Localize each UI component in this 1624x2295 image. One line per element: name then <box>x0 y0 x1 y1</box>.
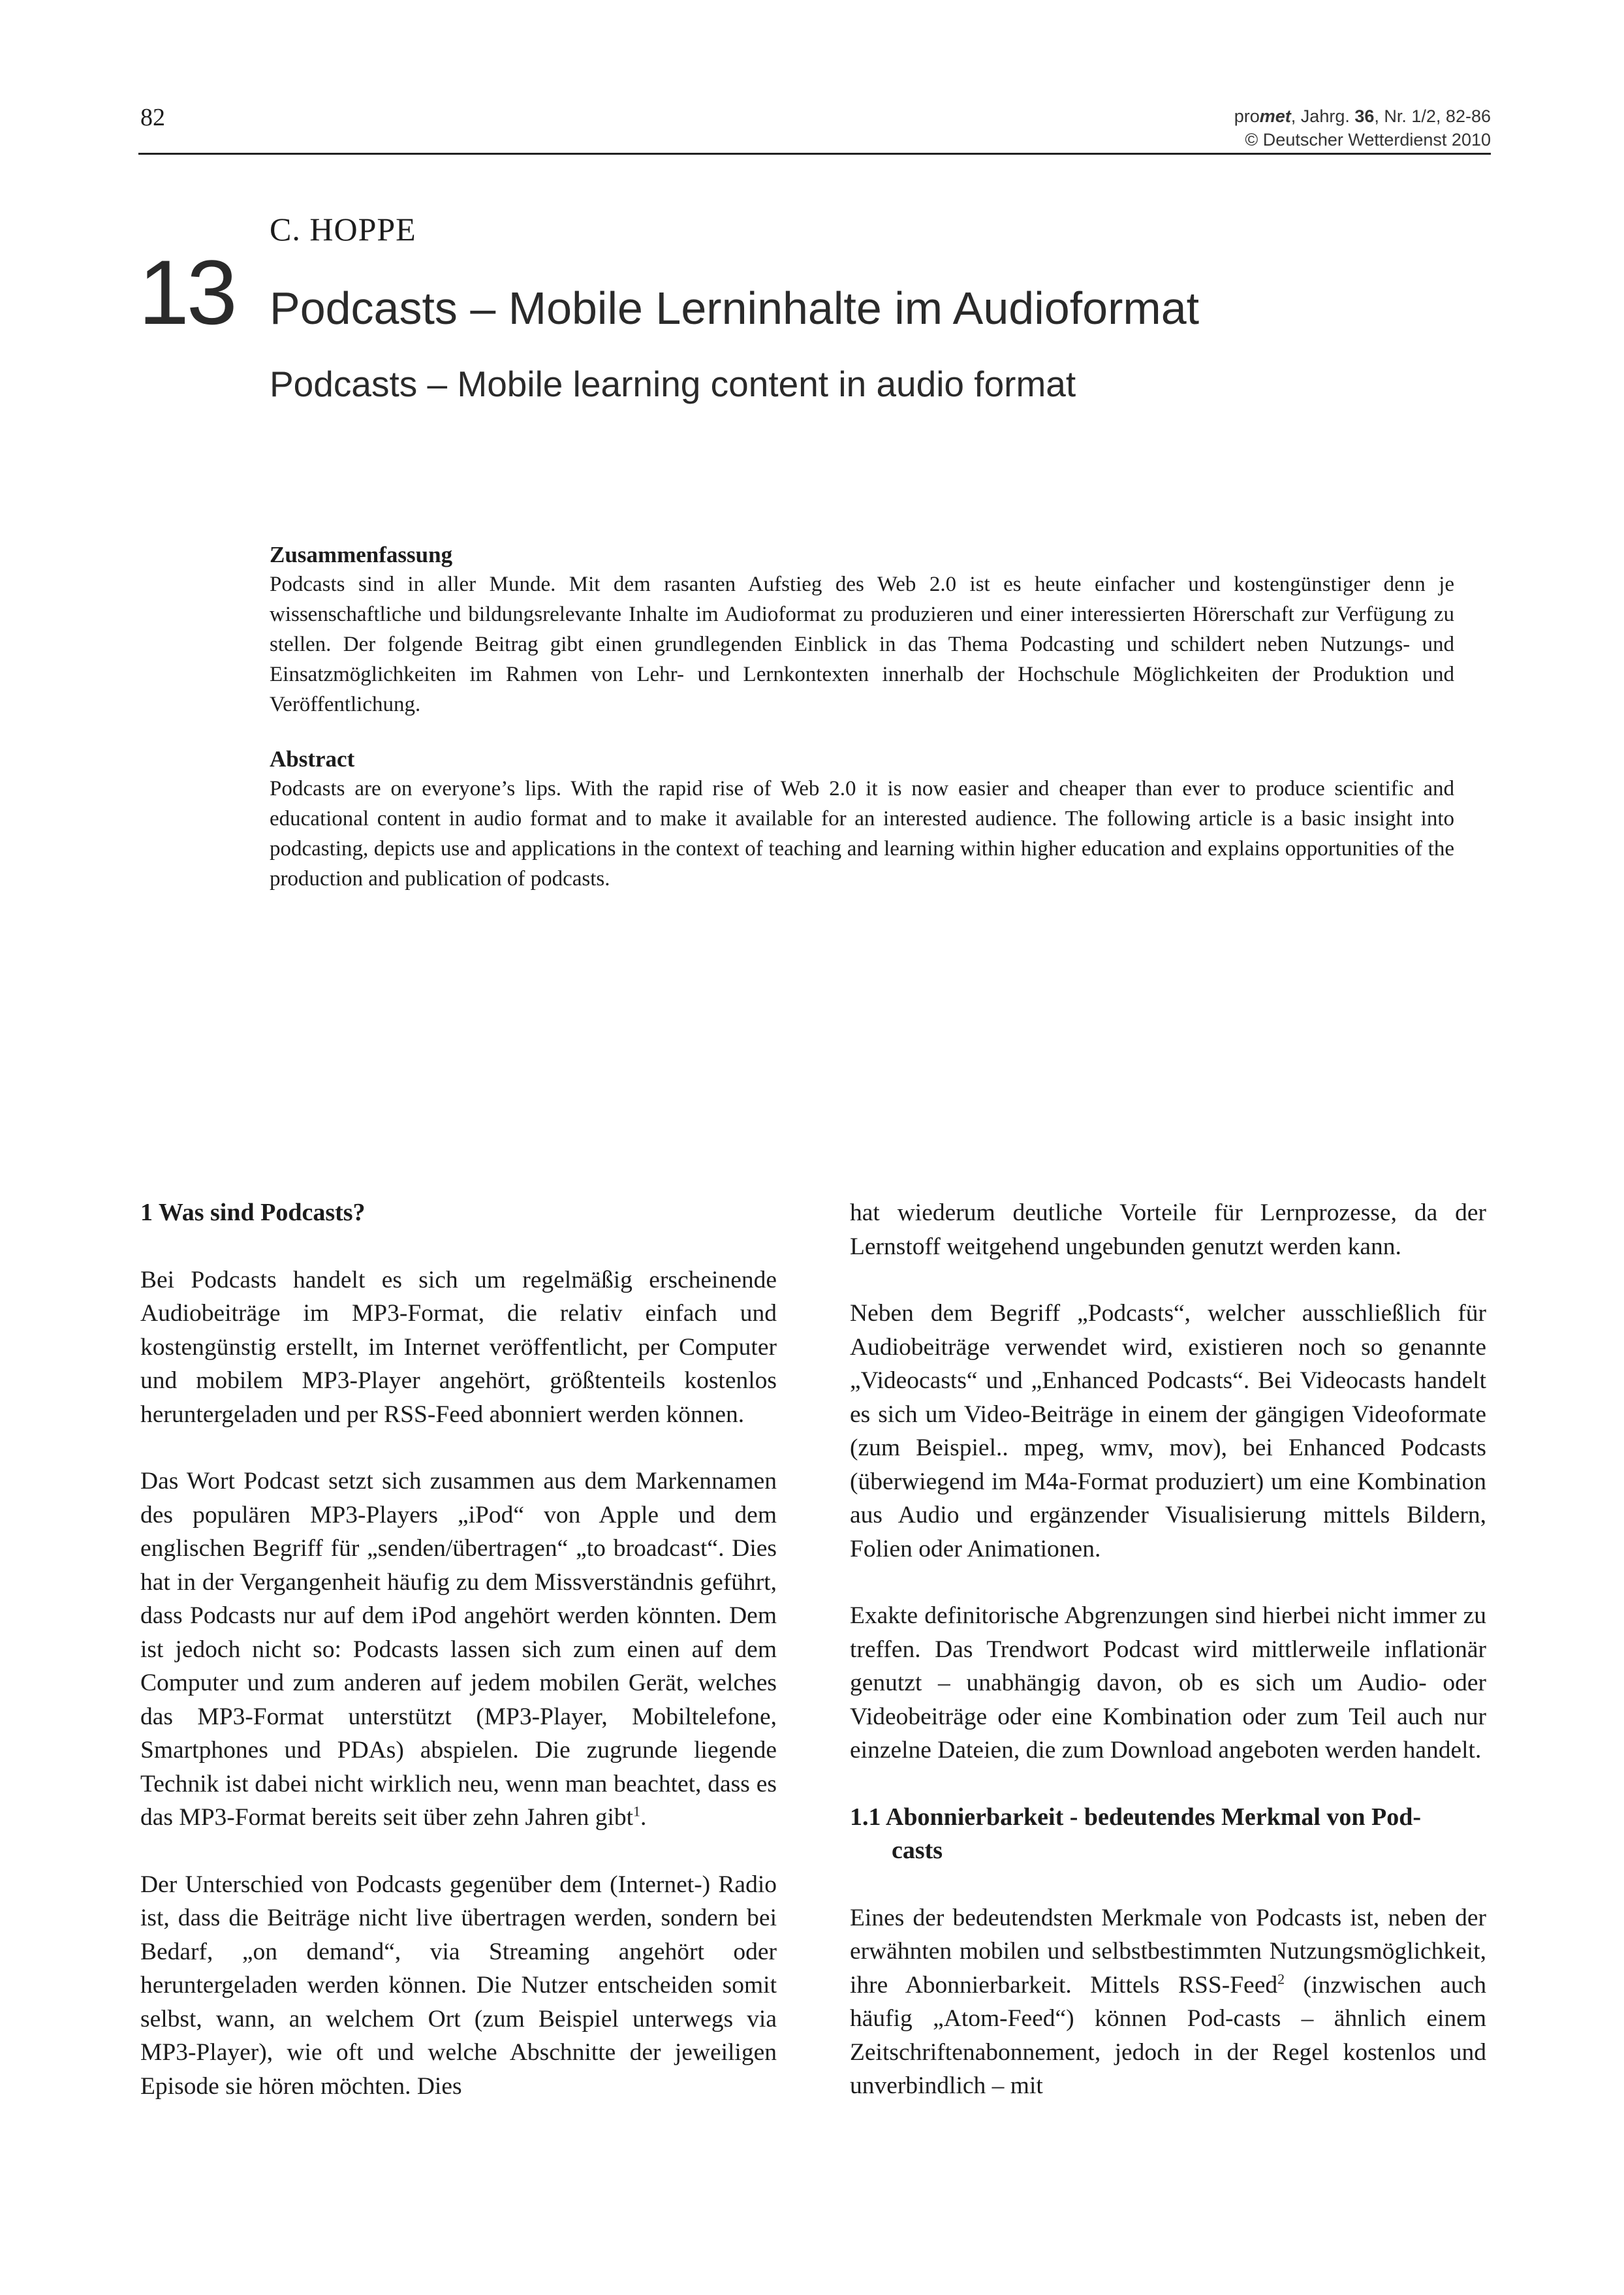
footnote-marker[interactable]: 1 <box>633 1803 641 1820</box>
subsection-heading: 1.1 Abonnierbarkeit - bedeutendes Merkmal von Pod- casts <box>850 1803 1422 1864</box>
author-name: C. HOPPE <box>270 211 416 247</box>
abstract-block <box>270 745 1454 894</box>
zusammenfassung-heading: Zusammenfassung <box>270 542 453 567</box>
paragraph: Der Unterschied von Podcasts gegenüber dem (Internet-) Radio ist, dass die Beiträge nicht live übertragen werden, sondern bei Bedarf, „on demand“, via Streaming angehört oder heruntergeladen werden können. Die Nutzer entscheiden somit selbst, wann, an welchem Ort (zum Beispiel unterwegs via MP3-Player), wie oft und welche Abschnitte der jeweiligen Episode sie hören möchten. Dies <box>140 1871 777 2100</box>
article-title-english: Podcasts – Mobile learning content in audio format <box>270 364 1076 404</box>
journal-volume: 36 <box>1354 106 1375 126</box>
footnote-marker[interactable]: 2 <box>1277 1971 1285 1987</box>
article-title-german: Podcasts – Mobile Lerninhalte im Audioformat <box>270 283 1200 334</box>
zusammenfassung-block <box>270 541 1454 720</box>
journal-info <box>1234 104 1491 151</box>
journal-brand: promet <box>1234 106 1291 126</box>
paragraph: Exakte definitorische Abgrenzungen sind hierbei nicht immer zu treffen. Das Trendwort Podcast wird mittlerweile inflationär genutzt – unabhängig davon, ob es sich um Audio- oder Videobeiträge oder eine Kombination oder zum Teil auch nur einzelne Dateien, die zum Download angeboten werden handelt. <box>850 1602 1486 1764</box>
abstract-text: Podcasts are on everyone’s lips. With the rapid rise of Web 2.0 it is now easier and cheaper than ever to produce scientific and educational content in audio format and to make it available for an interested audience. The following article is a basic insight into podcasting, depicts use and applications in the context of teaching and learning within higher education and explains opportunities of the production and publication of podcasts. <box>270 777 1454 891</box>
copyright-line: © Deutscher Wetterdienst 2010 <box>1245 130 1491 150</box>
page-number: 82 <box>140 104 165 131</box>
body-column-right <box>850 1196 1486 2136</box>
paragraph: hat wiederum deutliche Vorteile für Lernprozesse, da der Lernstoff weitgehend ungebunden genutzt werden kann. <box>850 1199 1486 1260</box>
zusammenfassung-text: Podcasts sind in aller Munde. Mit dem rasanten Aufstieg des Web 2.0 ist es heute einfacher und kostengünstiger denn je wissenschaftliche und bildungsrelevante Inhalte im Audioformat zu produzieren und einer interessierten Hörerschaft zur Verfügung zu stellen. Der folgende Beitrag gibt einen grundlegenden Einblick in das Thema Podcasting und schildert neben Nutzungs- und Einsatzmöglichkeiten im Rahmen von Lehr- und Lernkontexten innerhalb der Hochschule Möglichkeiten der Produktion und Veröffentlichung. <box>270 573 1454 716</box>
paragraph: Das Wort Podcast setzt sich zusammen aus dem Markennamen des populären MP3-Players „iPod“ von Apple und dem englischen Begriff für „senden/übertragen“ „to broadcast“. Dies hat in der Vergangenheit häufig zu dem Missverständnis geführt, dass Podcasts nur auf dem iPod angehört werden könnten. Dem ist jedoch nicht so: Podcasts lassen sich zum einen auf dem Computer und zum anderen auf jedem mobilen Gerät, welches das MP3-Format unterstützt (MP3-Player, Mobiltelefone, Smartphones und PDAs) abspielen. Die zugrunde liegende Technik ist dabei nicht wirklich neu, wenn man beachtet, dass es das MP3-Format bereits seit über zehn Jahren gibt$^1$. <box>140 1468 777 1831</box>
section-heading: 1 Was sind Podcasts? <box>140 1199 366 1226</box>
journal-citation: promet, Jahrg. 36, Nr. 1/2, 82-86 <box>1234 106 1491 126</box>
paragraph: Eines der bedeutendsten Merkmale von Podcasts ist, neben der erwähnten mobilen und selbstbestimmten Nutzungsmöglichkeit, ihre Abonnierbarkeit. Mittels RSS-Feed$^2$ (inzwischen auch häufig „Atom-Feed“) können Pod-casts – ähnlich einem Zeitschriftenabonnement, jedoch in der Regel kostenlos und unverbindlich – mit <box>850 1904 1486 2099</box>
chapter-number: 13 <box>138 241 235 343</box>
header-rule <box>138 153 1491 155</box>
body-column-left <box>140 1196 777 2136</box>
paragraph: Neben dem Begriff „Podcasts“, welcher ausschließlich für Audiobeiträge verwendet wird, existieren noch so genannte „Videocasts“ und „Enhanced Podcasts“. Bei Videocasts handelt es sich um Video-Beiträge in einem der gängigen Videoformate (zum Beispiel.. mpeg, wmv, mov), bei Enhanced Podcasts (überwiegend im M4a-Format produziert) um eine Kombination aus Audio und ergänzender Visualisierung mittels Bildern, Folien oder Animationen. <box>850 1300 1486 1562</box>
paragraph: Bei Podcasts handelt es sich um regelmäßig erscheinende Audiobeiträge im MP3-Format, die relativ einfach und kostengünstig erstellt, im Internet veröffentlicht, per Computer und mobilem MP3-Player angehört, größtenteils kostenlos heruntergeladen und per RSS-Feed abonniert werden können. <box>140 1266 777 1428</box>
abstract-heading: Abstract <box>270 746 355 772</box>
